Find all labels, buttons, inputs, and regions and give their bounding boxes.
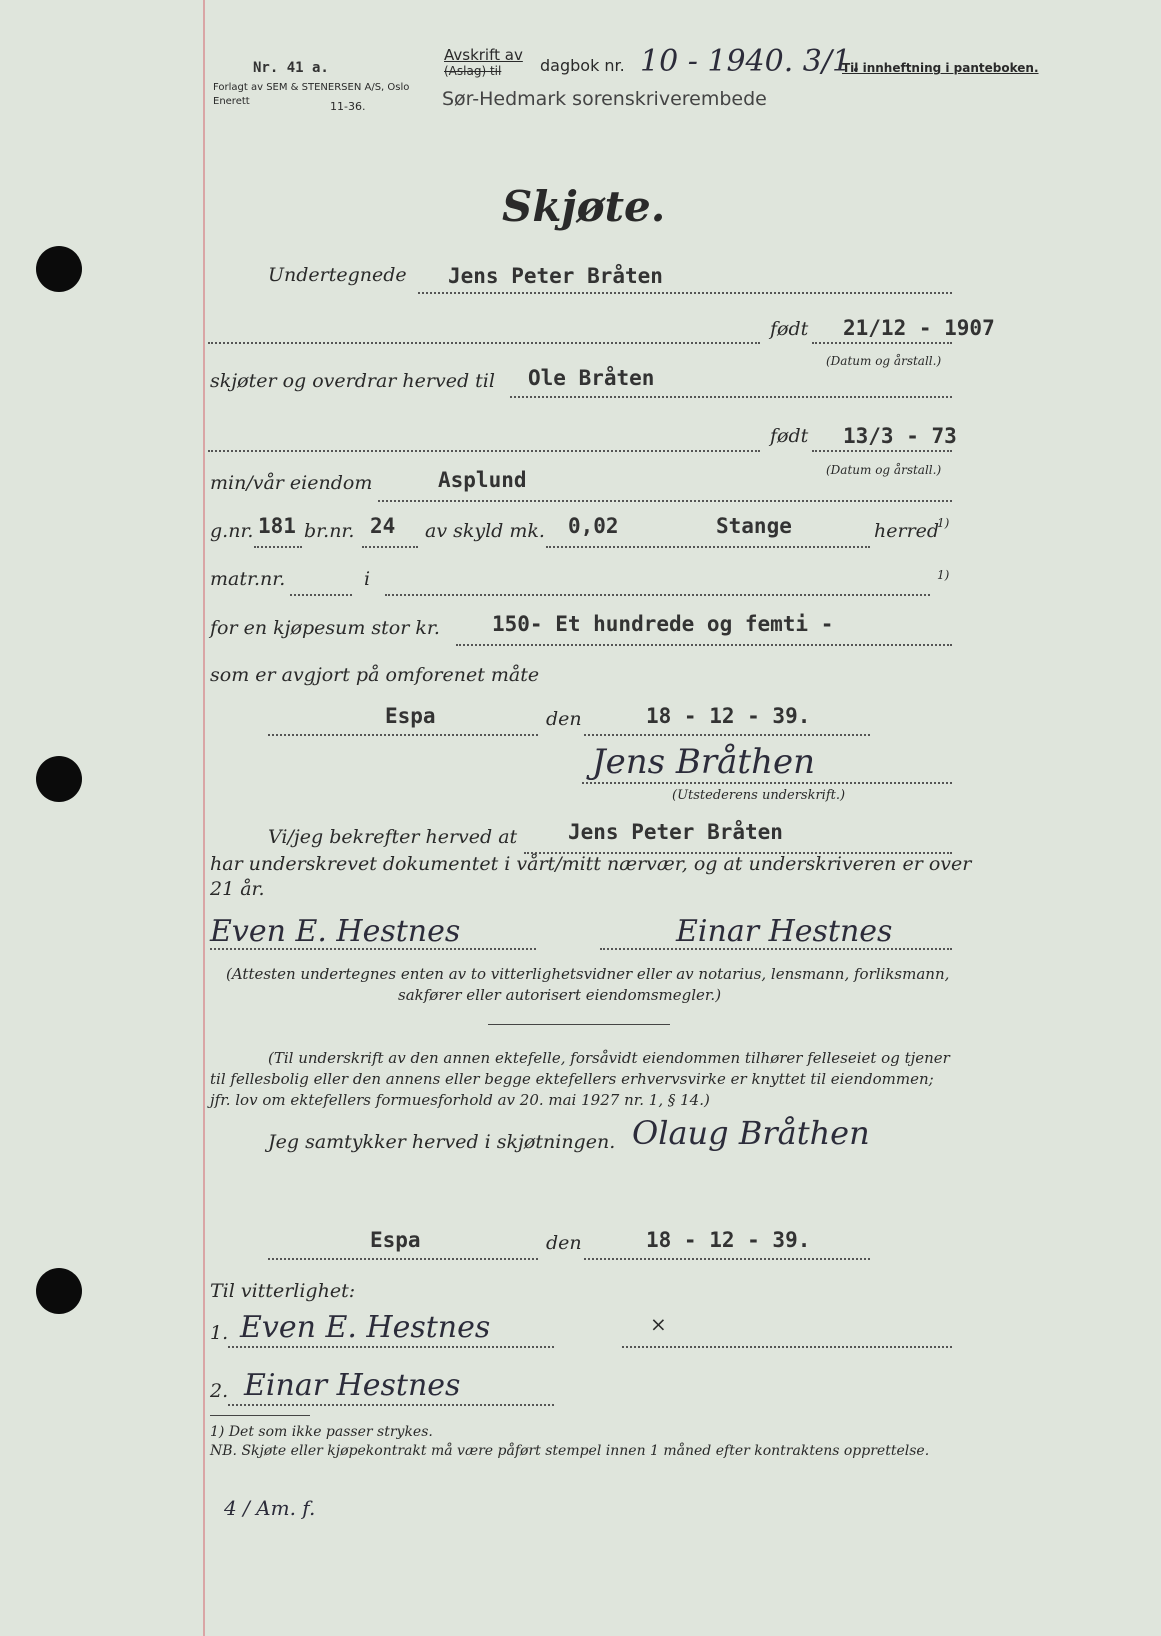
settled-text: som er avgjort på omforenet måte xyxy=(210,664,540,686)
dotted-line xyxy=(418,292,952,294)
punch-hole-middle xyxy=(36,756,82,802)
born2-label: født xyxy=(770,425,809,447)
dotted-line xyxy=(378,500,952,502)
matr-label: matr.nr. xyxy=(210,568,286,590)
document-title: Skjøte. xyxy=(502,182,666,231)
dotted-line xyxy=(584,734,870,736)
spouse-note-2: til fellesbolig eller den annens eller begge ektefellers erhvervsvirke er knyttet til eiendommen; xyxy=(210,1070,934,1088)
matr-i-label: i xyxy=(364,568,371,590)
undersigned-label: Undertegnede xyxy=(268,264,407,286)
dotted-line xyxy=(584,1258,870,1260)
spouse-note-1: (Til underskrift av den annen ektefelle, forsåvidt eiendommen tilhører felleseiet og tjener xyxy=(268,1049,950,1067)
date1-value: 18 - 12 - 39. xyxy=(646,704,811,728)
confirm-text-2: 21 år. xyxy=(210,878,265,900)
date2-value: 18 - 12 - 39. xyxy=(646,1228,811,1252)
born2-hint: (Datum og årstall.) xyxy=(826,463,942,477)
note-pantebok: Til innheftning i panteboken. xyxy=(842,61,1039,75)
dotted-line xyxy=(622,1346,952,1348)
witness1-mark: × xyxy=(650,1312,667,1336)
publisher-enerett: Enerett xyxy=(213,96,250,107)
dotted-line xyxy=(228,1346,554,1348)
attest-note-2: sakfører eller autorisert eiendomsmegler.) xyxy=(398,986,722,1004)
price-value: 150- Et hundrede og femti - xyxy=(492,612,834,636)
witness1-number: 1. xyxy=(210,1322,229,1344)
dotted-line xyxy=(208,450,760,452)
transfer-value: Ole Bråten xyxy=(528,366,655,390)
dotted-line xyxy=(228,1404,554,1406)
spouse-note-3: jfr. lov om ektefellers formuesforhold av 20. mai 1927 nr. 1, § 14.) xyxy=(210,1091,710,1109)
dotted-line xyxy=(456,644,952,646)
footnote-1: 1) Det som ikke passer strykes. xyxy=(210,1424,433,1440)
publisher-line: Forlagt av SEM & STENERSEN A/S, Oslo xyxy=(213,82,410,93)
dotted-line xyxy=(268,1258,538,1260)
witness-header: Til vitterlighet: xyxy=(210,1280,356,1302)
dotted-line xyxy=(385,594,930,596)
witness-signature-1: Even E. Hestnes xyxy=(210,914,461,949)
consent-label: Jeg samtykker herved i skjøtningen. xyxy=(268,1131,616,1153)
den2-label: den xyxy=(546,1232,582,1254)
undersigned-value: Jens Peter Bråten xyxy=(448,264,663,288)
punch-hole-top xyxy=(36,246,82,292)
dotted-line xyxy=(254,546,302,548)
dotted-line xyxy=(510,396,952,398)
gnr-value: 181 xyxy=(258,514,296,538)
issuer-signature: Jens Bråthen xyxy=(592,742,815,782)
copy-of-struck: (Aslag) til xyxy=(444,64,502,78)
den1-label: den xyxy=(546,708,582,730)
office-name: Sør-Hedmark sorenskriverembede xyxy=(442,88,767,110)
skyld-value: 0,02 xyxy=(568,514,619,538)
form-number: Nr. 41 a. xyxy=(253,60,329,76)
dagbok-label: dagbok nr. xyxy=(540,56,625,75)
dagbok-number: 10 - 1940. 3/1. xyxy=(640,44,861,79)
dotted-line xyxy=(362,546,418,548)
witness2-number: 2. xyxy=(210,1380,229,1402)
born1-hint: (Datum og årstall.) xyxy=(826,354,942,368)
gnr-label: g.nr. xyxy=(210,520,254,542)
footnote-2: NB. Skjøte eller kjøpekontrakt må være påført stempel innen 1 måned efter kontraktens opprettelse. xyxy=(210,1443,930,1459)
place2-value: Espa xyxy=(370,1228,421,1252)
publisher-date: 11-36. xyxy=(330,100,366,113)
property-label: min/vår eiendom xyxy=(210,472,373,494)
dotted-line xyxy=(208,342,760,344)
dotted-line xyxy=(290,594,352,596)
dotted-line xyxy=(812,450,952,452)
skyld-label: av skyld mk. xyxy=(425,520,545,542)
margin-rule xyxy=(203,0,205,1636)
confirm-label: Vi/jeg bekrefter herved at xyxy=(268,826,518,848)
witness2-signature: Einar Hestnes xyxy=(244,1368,461,1403)
separator xyxy=(488,1024,670,1025)
punch-hole-bottom xyxy=(36,1268,82,1314)
bottom-handwritten-mark: 4 / Am. f. xyxy=(224,1496,316,1520)
dotted-line xyxy=(812,342,952,344)
dotted-line xyxy=(582,782,952,784)
witness-signature-2: Einar Hestnes xyxy=(676,914,893,949)
consent-signature: Olaug Bråthen xyxy=(632,1114,870,1152)
herred-label: herred xyxy=(874,520,940,542)
brnr-label: br.nr. xyxy=(304,520,355,542)
transfer-label: skjøter og overdrar herved til xyxy=(210,370,495,392)
place1-value: Espa xyxy=(385,704,436,728)
herred-value: Stange xyxy=(716,514,792,538)
price-label: for en kjøpesum stor kr. xyxy=(210,617,440,639)
footnote-rule xyxy=(210,1415,310,1416)
confirm-text-1: har underskrevet dokumentet i vårt/mitt nærvær, og at underskriveren er over xyxy=(210,853,972,875)
born1-label: født xyxy=(770,318,809,340)
matr-footnote-mark: 1) xyxy=(937,568,950,582)
issuer-caption: (Utstederens underskrift.) xyxy=(672,788,846,803)
confirm-value: Jens Peter Bråten xyxy=(568,820,783,844)
brnr-value: 24 xyxy=(370,514,396,538)
attest-note-1: (Attesten undertegnes enten av to vitterlighetsvidner eller av notarius, lensmann, forliksmann, xyxy=(226,965,950,983)
dotted-line xyxy=(268,734,538,736)
witness1-signature: Even E. Hestnes xyxy=(240,1310,491,1345)
dotted-line xyxy=(546,546,870,548)
born1-value: 21/12 - 1907 xyxy=(843,316,995,340)
gnr-footnote-mark: 1) xyxy=(937,516,950,530)
copy-of-label: Avskrift av xyxy=(444,46,523,64)
property-value: Asplund xyxy=(438,468,527,492)
born2-value: 13/3 - 73 xyxy=(843,424,957,448)
